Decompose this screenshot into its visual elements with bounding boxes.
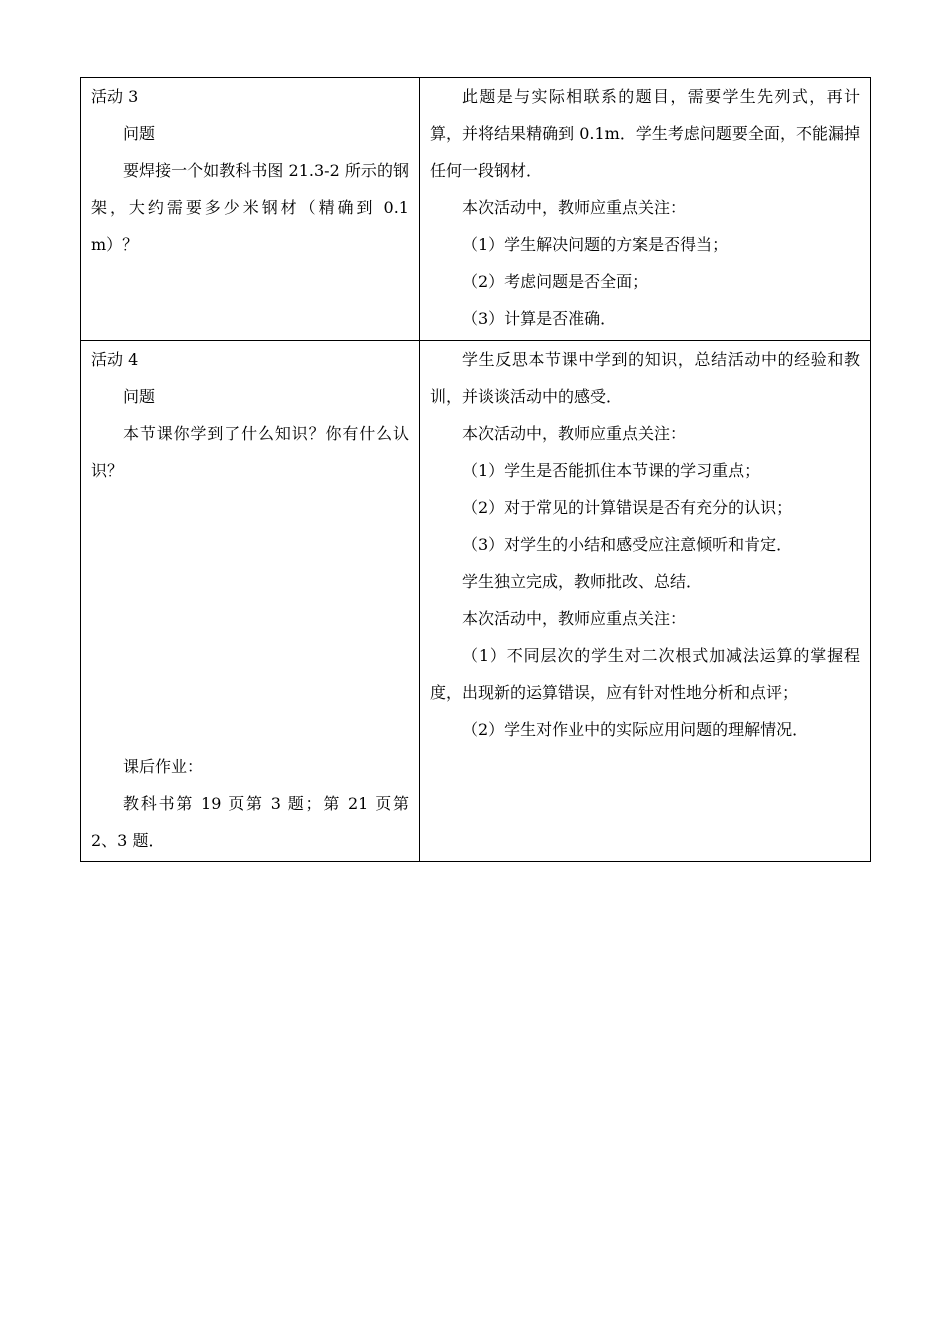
activity-3-notes-cell <box>420 78 871 341</box>
lesson-table <box>80 77 871 862</box>
activity-3-focus-heading: 本次活动中，教师应重点关注： <box>462 198 687 217</box>
activity-4-notes-intro: 学生反思本节课中学到的知识，总结活动中的经验和教训，并谈谈活动中的感受． <box>430 350 860 406</box>
activity-4-focus-point: （2）对于常见的计算错误是否有充分的认识； <box>462 498 793 517</box>
activity-4-focus-heading: 本次活动中，教师应重点关注： <box>462 424 687 443</box>
activity-4-cell <box>81 341 420 862</box>
activity-4-title: 活动 4 <box>91 350 139 369</box>
activity-3-notes-intro: 此题是与实际相联系的题目，需要学生先列式，再计算，并将结果精确到 0.1m．学生考虑问题要全面，不能漏掉任何一段钢材． <box>430 87 860 180</box>
activity-3-focus-point: （1）学生解决问题的方案是否得当； <box>462 235 729 254</box>
activity-3-focus-point: （3）计算是否准确． <box>462 309 617 328</box>
activity-3-cell <box>81 78 420 341</box>
activity-4-notes-cell <box>420 341 871 862</box>
activity-3-title: 活动 3 <box>91 87 139 106</box>
activity-4-question-text: 本节课你学到了什么知识？你有什么认识？ <box>91 424 409 480</box>
cell-spacer <box>91 489 409 748</box>
homework-text: 教科书第 19 页第 3 题；第 21 页第 2、3 题． <box>91 794 409 850</box>
activity-3-question-label: 问题 <box>123 124 156 143</box>
activity-4-question-label: 问题 <box>123 387 156 406</box>
activity-3-question-text: 要焊接一个如教科书图 21.3-2 所示的钢架，大约需要多少米钢材（精确到 0.1 m）？ <box>91 161 409 254</box>
activity-4-focus-point: （1）学生是否能抓住本节课的学习重点； <box>462 461 761 480</box>
table-row-activity-4 <box>81 341 871 862</box>
homework-label: 课后作业： <box>123 757 204 776</box>
homework-focus-point: （2）学生对作业中的实际应用问题的理解情况． <box>462 720 809 739</box>
table-row-activity-3 <box>81 78 871 341</box>
homework-focus-point: （1）不同层次的学生对二次根式加减法运算的掌握程度，出现新的运算错误，应有针对性地分析和点评； <box>430 646 860 702</box>
activity-3-focus-point: （2）考虑问题是否全面； <box>462 272 649 291</box>
activity-4-focus-point: （3）对学生的小结和感受应注意倾听和肯定． <box>462 535 793 554</box>
homework-focus-heading: 本次活动中，教师应重点关注： <box>462 609 687 628</box>
homework-notes-intro: 学生独立完成，教师批改、总结． <box>462 572 703 591</box>
